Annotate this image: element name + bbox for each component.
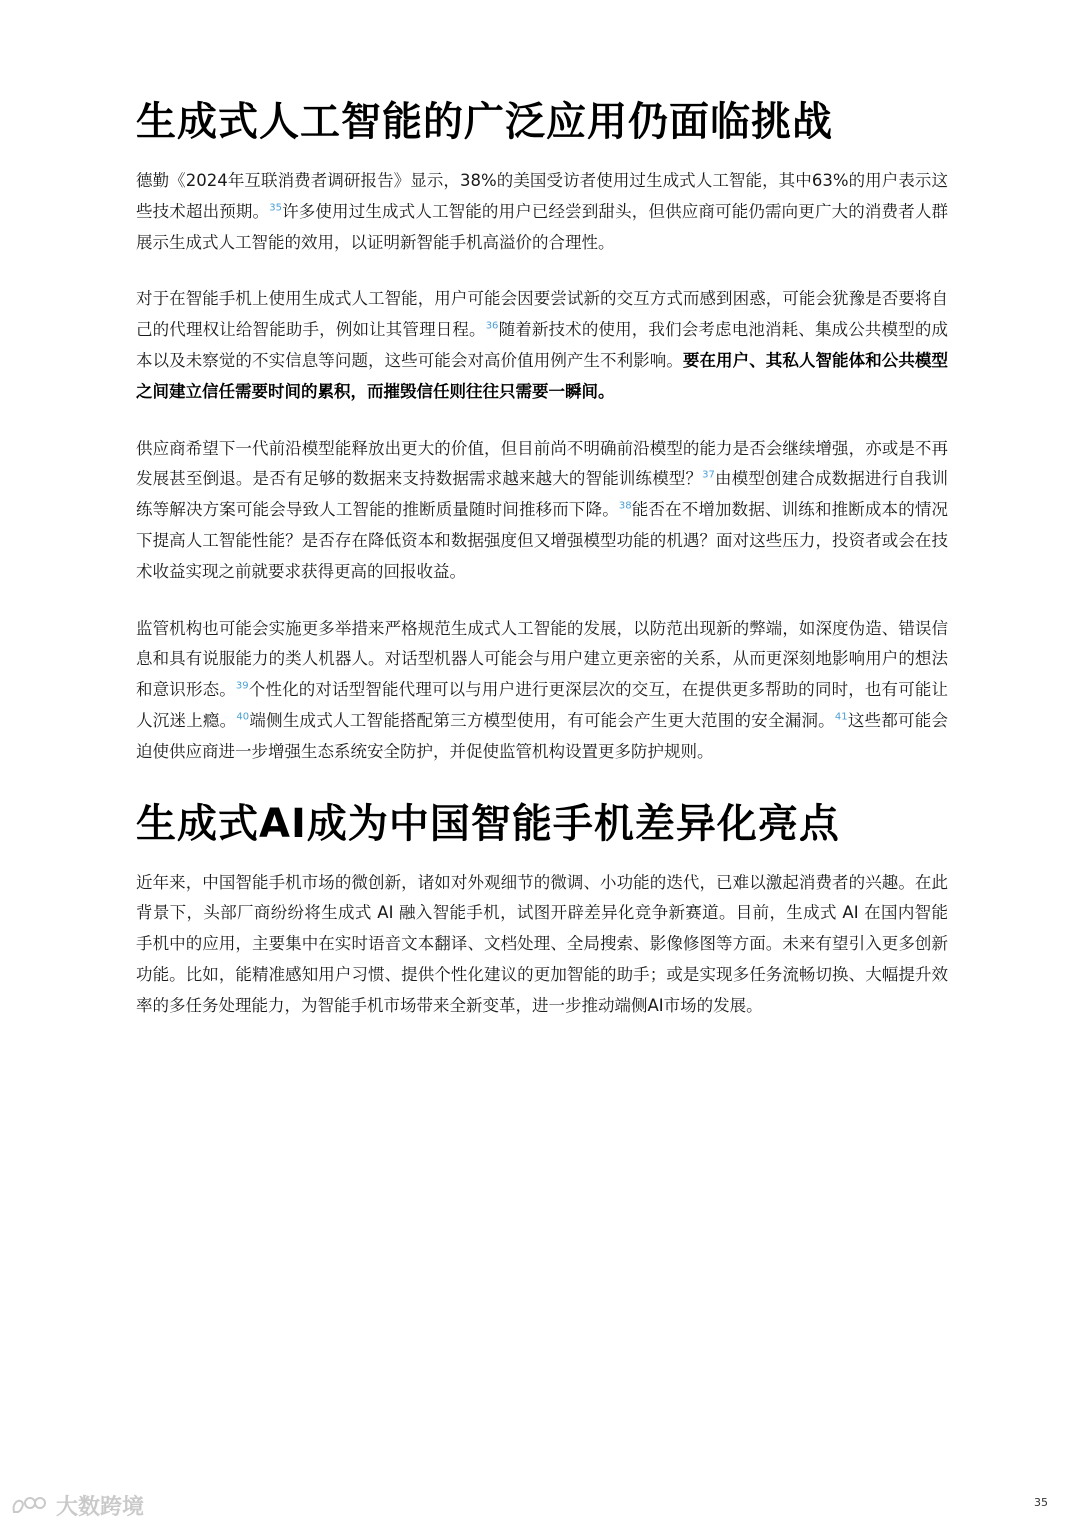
footnote-ref[interactable]: 36 (485, 320, 499, 332)
paragraph-text: 由模型创建合成数据进行自我训练等解决方案可能会导致人工智能的推断质量随时间推移而下降。 (136, 469, 949, 520)
paragraph-text: 随着新技术的使用，我们会考虑电池消耗、集成公共模型的成本以及未察觉的不实信息等问题，这些可能会对高价值用例产生不利影响。 (136, 320, 949, 370)
paragraph-survey (136, 166, 948, 258)
section-title-challenges: 生成式人工智能的广泛应用仍面临挑战 (136, 99, 833, 145)
footnote-ref[interactable]: 37 (702, 469, 715, 481)
footnote-ref[interactable]: 40 (236, 711, 250, 723)
paragraph-text: 德勤《2024年互联消费者调研报告》显示，38%的美国受访者使用过生成式人工智能，其中63%的用户表示这些技术超出预期。 (136, 171, 948, 221)
watermark-logo-icon (10, 1494, 50, 1518)
page-content (136, 92, 948, 1022)
footnote-ref[interactable]: 41 (834, 711, 848, 723)
watermark-text: 大数跨境 (56, 1495, 145, 1520)
page-number: 35 (1034, 1496, 1048, 1509)
paragraph-text: 监管机构也可能会实施更多举措来严格规范生成式人工智能的发展，以防范出现新的弊端，如深度伪造、错误信息和具有说服能力的类人机器人。对话型机器人可能会与用户建立更亲密的关系，从而更深刻地影响用户的想法和意识形态。 (136, 618, 948, 700)
paragraph-text: 这些都可能会迫使供应商进一步增强生态系统安全防护，并促使监管机构设置更多防护规则。 (136, 710, 949, 761)
footnote-ref[interactable]: 35 (269, 202, 282, 214)
paragraph-trust (136, 284, 948, 407)
paragraph-china-market: 近年来，中国智能手机市场的微创新，诸如对外观细节的微调、小功能的迭代，已难以激起消费者的兴趣。在此背景下，头部厂商纷纷将生成式 AI 融入智能手机，试图开辟差异化竞争新赛道。目前，生成式 AI 在国内智能手机中的应用，主要集中在实时语音文本翻译、文档处理、全局搜索、影像修图等方面。未来有望引入更多创新功能。比如，能精准感知用户习惯、提供个性化建议的更加智能的助手；或是实现多任务流畅切换、大幅提升效率的多任务处理能力，为智能手机市场带来全新变革，进一步推动端侧AI市场的发展。 (136, 872, 948, 1015)
paragraph-bold-text: 要在用户、其私人智能体和公共模型之间建立信任需要时间的累积，而摧毁信任则往往只需要一瞬间。 (136, 350, 949, 401)
paragraph-text: 许多使用过生成式人工智能的用户已经尝到甜头，但供应商可能仍需向更广大的消费者人群展示生成式人工智能的效用，以证明新智能手机高溢价的合理性。 (136, 201, 949, 252)
paragraph-frontier-models (136, 434, 948, 588)
paragraph-text: 对于在智能手机上使用生成式人工智能，用户可能会因要尝试新的交互方式而感到困惑，可能会犹豫是否要将自己的代理权让给智能助手，例如让其管理日程。 (136, 289, 948, 340)
paragraph-text: 个性化的对话型智能代理可以与用户进行更深层次的交互，在提供更多帮助的同时，也有可能让人沉迷上瘾。 (136, 680, 949, 730)
paragraph-text: 端侧生成式人工智能搭配第三方模型使用，有可能会产生更大范围的安全漏洞。 (249, 710, 835, 730)
paragraph-text: 能否在不增加数据、训练和推断成本的情况下提高人工智能性能？是否存在降低资本和数据强度但又增强模型功能的机遇？面对这些压力，投资者或会在技术收益实现之前就要求获得更高的回报收益。 (136, 500, 949, 581)
watermark (10, 1490, 144, 1521)
footnote-ref[interactable]: 38 (618, 500, 632, 512)
section-title-china-ai: 生成式AI成为中国智能手机差异化亮点 (136, 800, 840, 847)
paragraph-regulation (136, 614, 948, 768)
footnote-ref[interactable]: 39 (235, 680, 249, 692)
paragraph-text: 供应商希望下一代前沿模型能释放出更大的价值，但目前尚不明确前沿模型的能力是否会继续增强，亦或是不再发展甚至倒退。是否有足够的数据来支持数据需求越来越大的智能训练模型？ (136, 438, 948, 489)
